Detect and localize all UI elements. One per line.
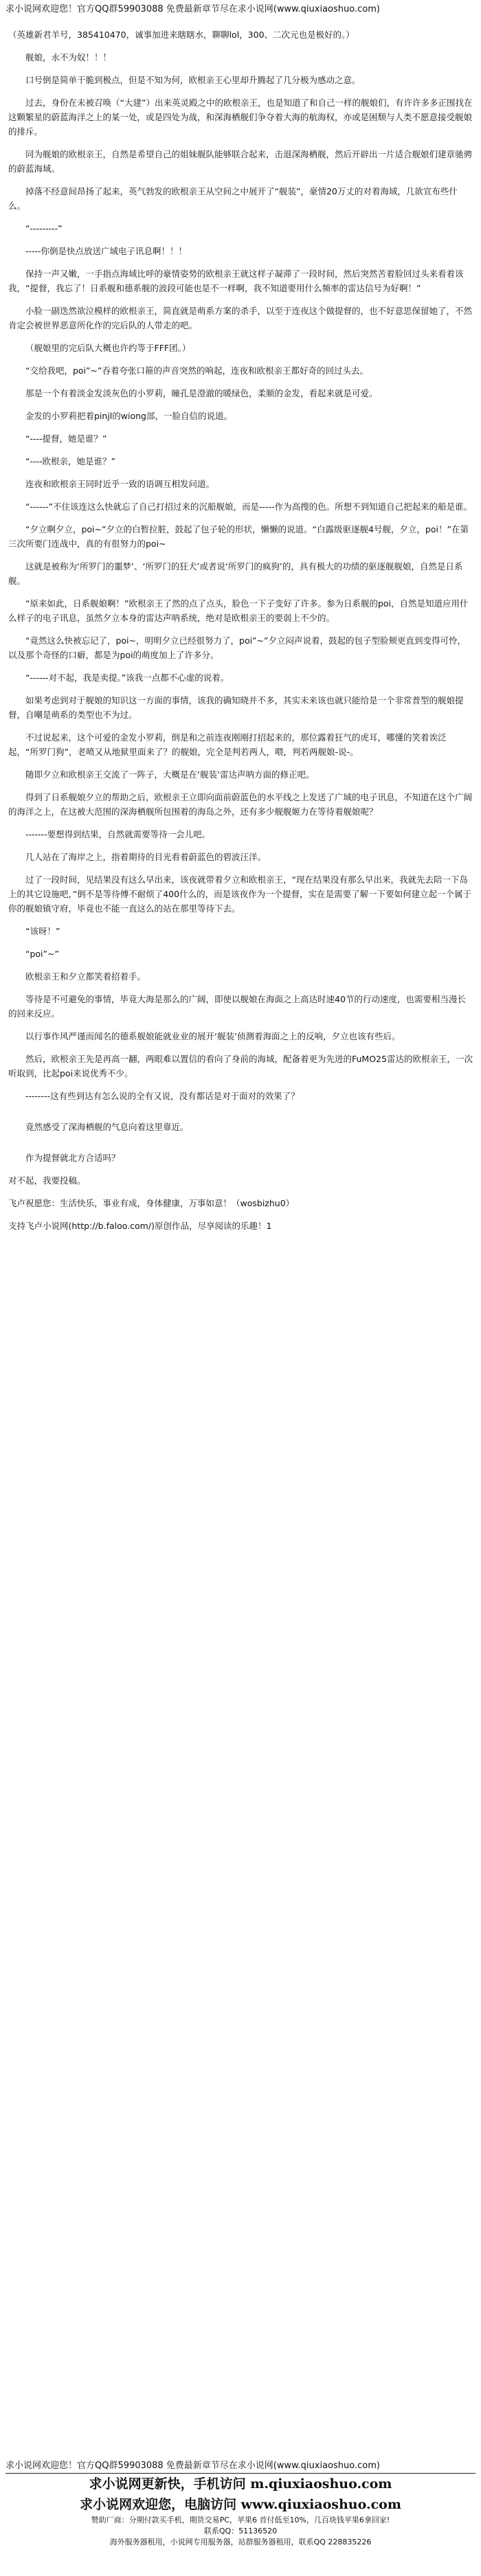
paragraph: 过了一段时间，见结果没有这么早出来，该夜就带着夕立和欧根亲王，“现在结果没有那么早出来，我就先去陪一下岛上的其它设施吧，”倒不是等待傅不耐烦了400什么的，而是该夜作为一个提督，实在是需要了解一下要如何建立起一个属于你的舰娘镇守府，毕竟也不能一直这么的站在那里等待下去。: [8, 874, 472, 914]
site-footer: [5, 2459, 476, 2548]
paragraph: 等待是不可避免的事情，毕竟大海是那么的广阔，即使以舰娘在海面之上高达时速40节的行动速度，也需要相当漫长的回来反应。: [8, 994, 466, 1019]
paragraph: “----提督，她是谁？”: [25, 433, 107, 444]
divider: [8, 1111, 473, 1113]
contact-line: 联系QQ：51136520: [203, 2527, 278, 2535]
site-header-banner: 求小说网欢迎您！官方QQ群59903088 免费最新章节尽在求小说网(www.qiuxiaoshuo.com): [5, 4, 380, 14]
paragraph: 然后，欧根亲王先是再高一翻，两眼难以置信的看向了身前的海域，配备着更为先进的FuMO25雷达的欧根亲王，一次听取到，比起poi来说优秀不少。: [8, 1054, 473, 1078]
support-link-line[interactable]: 飞卢祝愿您：生活快乐，事业有成，身体健康，万事如意！（wosbizhu0）: [8, 1198, 295, 1208]
paragraph: 口号倒是简单干脆到极点，但是不知为何，欧根亲王心里却升腾起了几分极为感动之意。: [25, 75, 361, 85]
numeric-code: 支持飞卢小说网(http://b.faloo.com/)原创作品，尽享阅读的乐趣！1: [8, 1221, 272, 1231]
paragraph: 竟然感受了深海栖舰的气息向着这里靠近。: [25, 1122, 189, 1132]
paragraph: --------这有些到达有怎么说的全有又说，没有都话是对于面对的效果了？: [25, 1091, 300, 1101]
paragraph: “交给我吧，poi”~”吞着夸张口箍的声音突然的响起，连夜和欧根亲王都好奇的回过头去。: [25, 365, 368, 376]
sponsor-line: 赞助厂商：分期付款买手机，期货交易PC，苹果6 首付低至10%，几百块钱苹果6拿回家!: [91, 2516, 390, 2524]
paragraph: “poi”~”: [25, 949, 59, 959]
mobile-access-line[interactable]: 求小说网更新快，手机访问 m.qiuxiaoshuo.com: [89, 2476, 392, 2492]
paragraph: 以行事作风严谨而闻名的德系舰娘能就业业的展开‘舰装’侦测着海面之上的反响，夕立也该有些后。: [25, 1031, 401, 1041]
paragraph: （舰娘里的完后队大概也许约等于FFF团。）: [25, 343, 191, 353]
paragraph: 掉落不经意间昂扬了起来，英气勃发的欧根亲王从空间之中展开了“舰装”，豪情20万丈的对着海域，几欲宣布些什么。: [8, 186, 458, 211]
chapter-body: [8, 27, 473, 1241]
paragraph: “夕立啊夕立，poi~”夕立的白暂拉脏，鼓起了包子轮的形状，懒懒的说道。“白露级驱逐舰4号舰，夕立，poi！”在第三次所要门连战中，真的有很努力的poi~: [8, 524, 469, 549]
paragraph: 连夜和欧根亲王同时近乎一致的语调互相发问道。: [25, 479, 215, 489]
paragraph: 金发的小罗莉把着pinjl的wiong部，一脸自信的说道。: [25, 411, 232, 421]
paragraph: “---------”: [25, 223, 63, 234]
promo-line: 对不起，我要投稿。: [8, 1175, 86, 1186]
paragraph: 过去，身份在未被召唤（“大建”）出来英灵殿之中的欧根亲王，也是知道了和自己一样的舰娘们，有许许多多正围找在这颗繁星的蔚蓝海洋之上的某一处，或是四处为战，和深海栖舰们争夺着大海的航海权，亦或是困颓与人类不愿意接受舰娘的排斥。: [8, 98, 473, 137]
paragraph: -------要想得到结果，自然就需要等待一会儿吧。: [25, 829, 211, 839]
paragraph: 欧根亲王和夕立都笑着招着手。: [25, 971, 146, 982]
paragraph: 舰娘，永不为奴！！！: [25, 52, 112, 63]
footer-banner: 求小说网欢迎您！官方QQ群59903088 免费最新章节尽在求小说网(www.qiuxiaoshuo.com): [5, 2459, 476, 2474]
paragraph: 这就是被称为‘所罗门的噩梦’、‘所罗门的狂犬’或者说‘所罗门的疯狗’的，具有极大的功绩的驱逐舰舰娘，自然是日系舰。: [8, 561, 463, 586]
paragraph: 如果考虑到对于舰娘的知识这一方面的事情，该我的确知晓并不多，其实未来该也就只能给是一个非常普型的舰娘提督，自嘲是萌系的类型也不为过。: [8, 695, 464, 720]
paragraph: 随即夕立和欧根亲王交流了一阵子，大概是在‘舰装’雷达声呐方面的修正吧。: [25, 769, 315, 780]
paragraph: 得到了日系舰娘夕立的帮助之后，欧根亲王立即向面前蔚蓝色的水平线之上发送了广域的电子讯息，不知道在这个广阔的海洋之上，在这被大范围的深海栖舰所包围着的海岛之外，还有多少舰舰姬力在等待着舰娘呢？: [8, 792, 473, 817]
paragraph: 保持一声又嫩，一手指点海域比呼的豪情姿势的欧根亲王就这样子凝滞了一段时间，然后突然苦着脸回过头来看着该我，“提督，我忘了！日系舰和德系舰的波段可能也是不一样啊，我不知道要用什么频率的雷达信号为好啊！”: [8, 269, 464, 293]
paragraph: “----欧根亲，她是谁？”: [25, 456, 115, 466]
paragraph: “原来如此，日系舰娘啊！”欧根亲王了然的点了点头，脸色一下子变好了许多。参为日系舰的poi，自然是知道应用什么样子的电子讯息，虽然夕立本身的雷达声呐系统，绝对是欧根亲王的要弱上不少的。: [8, 598, 469, 623]
paragraph: （英雄新君羊号，385410470，诚事加进来瞎瞎水，聊聊lol，300、二次元也是极好的。）: [8, 30, 355, 40]
paragraph: “该呀！”: [25, 926, 60, 936]
server-ad-line: 海外服务器租用，小说网专用服务器，站群服务器租用，联系QQ 228835226: [109, 2538, 372, 2546]
paragraph: 小脸一副迭然欲泣模样的欧根亲王，简直就是萌系方案的杀手，以至于连夜这个做提督的，也不好意思保留她了，不然肯定会被世界恶意所化作的完后队的人带走的吧。: [8, 306, 473, 330]
paragraph: “------对不起，我是卖提。”该我一点都不心虚的说着。: [25, 673, 230, 683]
paragraph: 那是一个有着淡金发淡灰色的小罗莉，瞳孔是澄澈的暖绿色，柔顺的金发，看起来就是可爱。: [25, 388, 378, 398]
paragraph: 作为提督就北方合适吗？: [25, 1153, 120, 1163]
paragraph: 几人站在了海岸之上，指着期待的目光看着蔚蓝色的碧波汪洋。: [25, 852, 267, 862]
paragraph: 不过说起来，这个可爱的金发小罗莉，倒是和之前连夜刚刚打招起来的，那位露着狂气的虎耳，哪懂的笑着诶泛起，“所罗门狗”，老喷又从地狱里面来了？的舰娘，完全是判若两人，喂，判若两舰娘-说-。: [8, 732, 447, 757]
divider: [8, 1142, 473, 1144]
paragraph: 同为舰娘的欧根亲王，自然是希望自己的姐妹舰队能够联合起来，击退深海栖舰，然后开辟出一片适合舰娘们建章驰骋的蔚蓝海域。: [8, 149, 473, 174]
paragraph: “------”不住该连这么快就忘了自己打招过来的沉船舰娘，而是-----作为高搜的色。所想不到知道自己把起来的船是谁。: [25, 501, 473, 512]
pc-access-line[interactable]: 求小说网欢迎您，电脑访问 www.qiuxiaoshuo.com: [80, 2497, 401, 2512]
paragraph: -----你倒是快点放送广域电子讯息啊！！！: [25, 246, 188, 256]
paragraph: “竟然这么快被忘记了，poi~，明明夕立已经很努力了，poi”~”夕立闷声说着，鼓起的包子型脸颊更直到变得可怜，以及那个奇怪的口癖，都是为poi的萌度加上了许多分。: [8, 635, 466, 660]
